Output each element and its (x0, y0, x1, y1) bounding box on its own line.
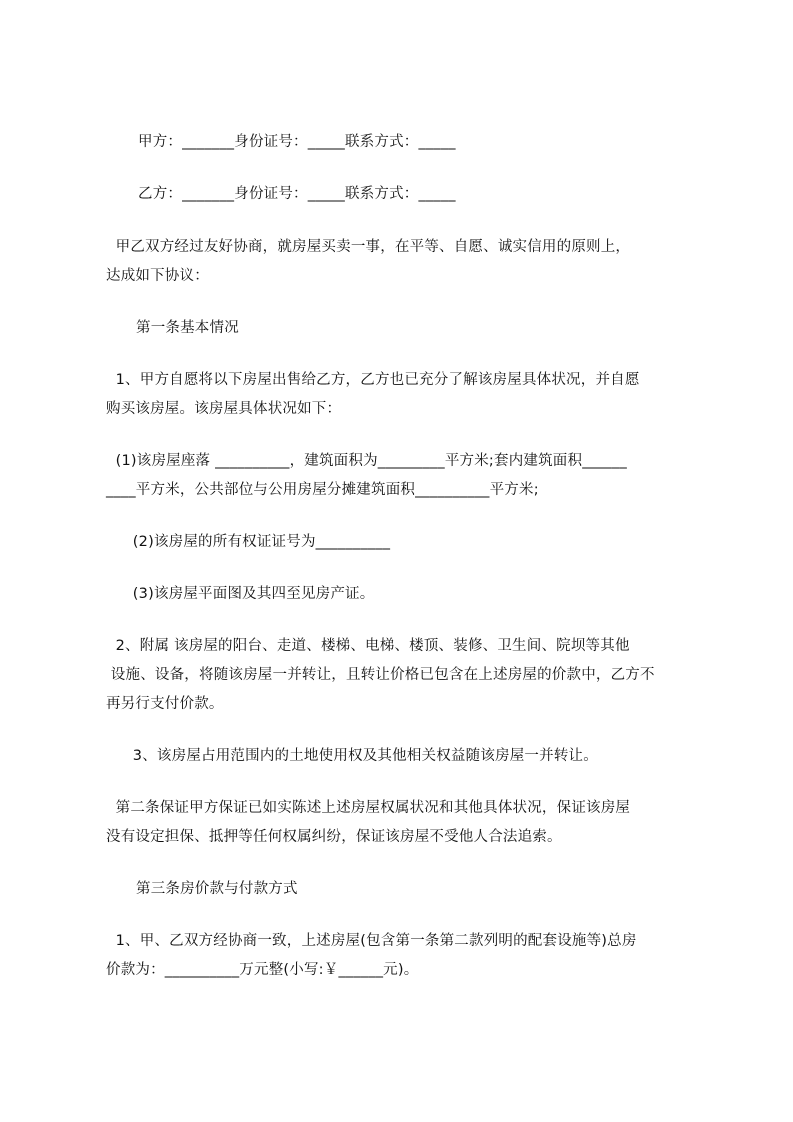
item-1-line-1: 1、甲方自愿将以下房屋出售给乙方，乙方也已充分了解该房屋具体状况，并自愿 (106, 372, 640, 388)
sub-1-line-1: (1)该房屋座落 __________，建筑面积为_________平方米;套内建筑面积______ (106, 453, 627, 469)
article-2-line-1: 第二条保证甲方保证已如实陈述上述房屋权属状况和其他具体状况，保证该房屋 (106, 800, 631, 816)
intro-line-1: 甲乙双方经过友好协商，就房屋买卖一事，在平等、自愿、诚实信用的原则上， (106, 239, 631, 255)
article-2-line-2: 没有设定担保、抵押等任何权属纠纷，保证该房屋不受他人合法追索。 (106, 829, 562, 845)
item-3-line: 3、该房屋占用范围内的土地使用权及其他相关权益随该房屋一并转让。 (128, 748, 598, 764)
party-b-line: 乙方：_______身份证号：_____联系方式：_____ (138, 186, 456, 202)
sub-3-line: (3)该房屋平面图及其四至见房产证。 (128, 586, 375, 602)
item-2-line-2: 设施、设备，将随该房屋一并转让，且转让价格已包含在上述房屋的价款中，乙方不 (106, 667, 655, 683)
item-4-line-2: 价款为：__________万元整(小写:￥______元)。 (106, 962, 419, 978)
sub-1-line-2: ____平方米，公共部位与公用房屋分摊建筑面积__________平方米; (106, 482, 539, 498)
item-4-line-1: 1、甲、乙双方经协商一致，上述房屋(包含第一条第二款列明的配套设施等)总房 (106, 933, 637, 949)
article-3-title: 第三条房价款与付款方式 (136, 881, 298, 897)
intro-line-2: 达成如下协议： (106, 268, 209, 284)
party-a-line: 甲方：_______身份证号：_____联系方式：_____ (138, 134, 456, 150)
item-1-line-2: 购买该房屋。该房屋具体状况如下： (106, 401, 342, 417)
sub-2-line: (2)该房屋的所有权证证号为__________ (128, 534, 391, 550)
article-1-title: 第一条基本情况 (136, 320, 239, 336)
item-2-line-1: 2、附属 该房屋的阳台、走道、楼梯、电梯、楼顶、装修、卫生间、院坝等其他 (106, 638, 630, 654)
item-2-line-3: 再另行支付价款。 (106, 696, 224, 712)
